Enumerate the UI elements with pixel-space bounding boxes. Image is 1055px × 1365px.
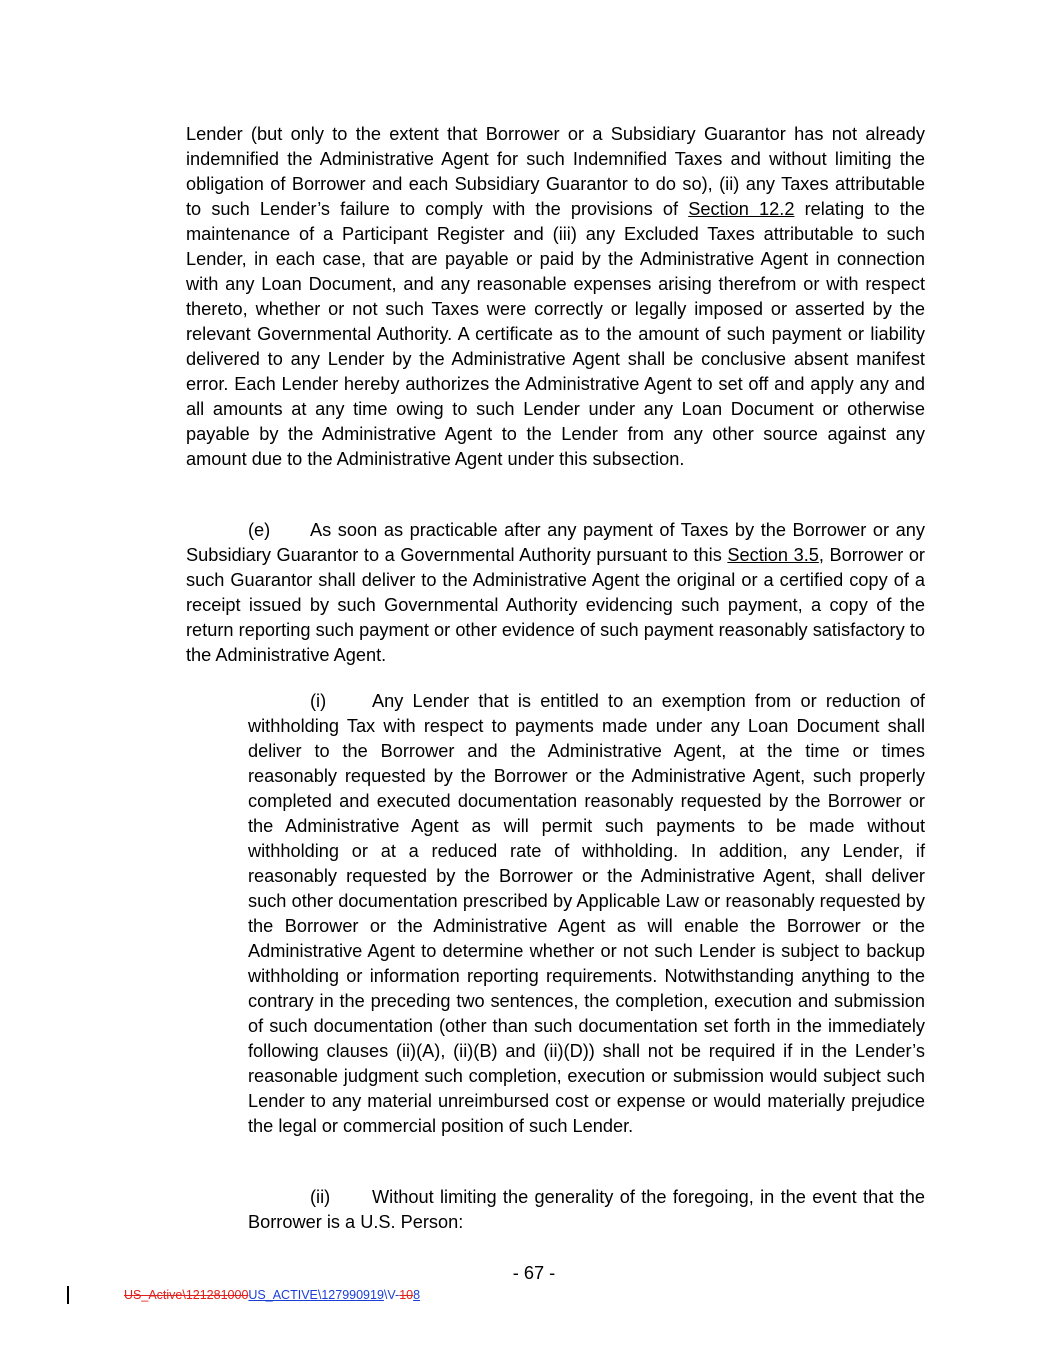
paragraph-text: , Borrower or such Guarantor shall deliver to the Administrative Agent the original or a certified copy of a receipt issued by such Governmental Authority evidencing such payment, a copy of the return reporting such payment or other evidence of such payment reasonably satisfactory to the Administrative Agent. [186, 545, 925, 665]
clause-label-e: (e) [248, 520, 271, 540]
inserted-document-id: US_ACTIVE\127990919 [248, 1288, 384, 1302]
section-12-2-reference: Section 12.2 [688, 199, 795, 219]
clause-label-i: (i) [310, 691, 327, 711]
paragraph-text: Without limiting the generality of the foregoing, in the event that the Borrower is a U.S. Person: [248, 1187, 925, 1232]
paragraph-text: Lender (but only to the extent that Borrower or a Subsidiary Guarantor has not already indemnified the Administrative Agent for such Indemnified Taxes and without limiting the obligation of Borrower and each Subsidiary Guarantor to do so), (ii) any Taxes attributable to such Lender’s failure to comply with the provisions of [186, 124, 925, 219]
paragraph-ii [248, 1185, 925, 1235]
paragraph-i [248, 689, 925, 1139]
deleted-version: 10 [399, 1288, 414, 1302]
page-number: - 67 - [512, 1263, 556, 1283]
section-3-5-reference: Section 3.5 [727, 545, 819, 565]
paragraph-e [186, 518, 925, 668]
paragraph-text: relating to the maintenance of a Participant Register and (iii) any Excluded Taxes attributable to such Lender, in each case, that are payable or paid by the Administrative Agent in connection with any Loan Document, and any reasonable expenses arising therefrom or with respect thereto, whether or not such Taxes were correctly or legally imposed or asserted by the relevant Governmental Authority. A certificate as to the amount of such payment or liability delivered to any Lender by the Administrative Agent shall be conclusive absent manifest error. Each Lender hereby authorizes the Administrative Agent to set off and apply any and all amounts at any time owing to such Lender under any Loan Document or otherwise payable by the Administrative Agent to the Lender from any other source against any amount due to the Administrative Agent under this subsection. [186, 199, 925, 469]
clause-label-ii: (ii) [310, 1187, 331, 1207]
paragraph-continued [186, 122, 925, 472]
paragraph-text: As soon as practicable after any payment of Taxes by the Borrower or any Subsidiary Guarantor to a Governmental Authority pursuant to this [186, 520, 925, 565]
document-id-footer [124, 1287, 420, 1303]
revision-change-bar [67, 1286, 69, 1304]
deleted-document-id: US_Active\121281000 [124, 1288, 249, 1302]
version-separator: \V- [383, 1288, 400, 1302]
inserted-version: 8 [413, 1288, 421, 1302]
paragraph-text: Any Lender that is entitled to an exemption from or reduction of withholding Tax with respect to payments made under any Loan Document shall deliver to the Borrower and the Administrative Agent, at the time or times reasonably requested by the Borrower or the Administrative Agent, such properly completed and executed documentation reasonably requested by the Borrower or the Administrative Agent as will permit such payments to be made without withholding or at a reduced rate of withholding. In addition, any Lender, if reasonably requested by the Borrower or the Administrative Agent, shall deliver such other documentation prescribed by Applicable Law or reasonably requested by the Borrower or the Administrative Agent as will enable the Borrower or the Administrative Agent to determine whether or not such Lender is subject to backup withholding or information reporting requirements. Notwithstanding anything to the contrary in the preceding two sentences, the completion, execution and submission of such documentation (other than such documentation set forth in the immediately following clauses (ii)(A), (ii)(B) and (ii)(D)) shall not be required if in the Lender’s reasonable judgment such completion, execution or submission would subject such Lender to any material unreimbursed cost or expense or would materially prejudice the legal or commercial position of such Lender. [248, 691, 925, 1136]
